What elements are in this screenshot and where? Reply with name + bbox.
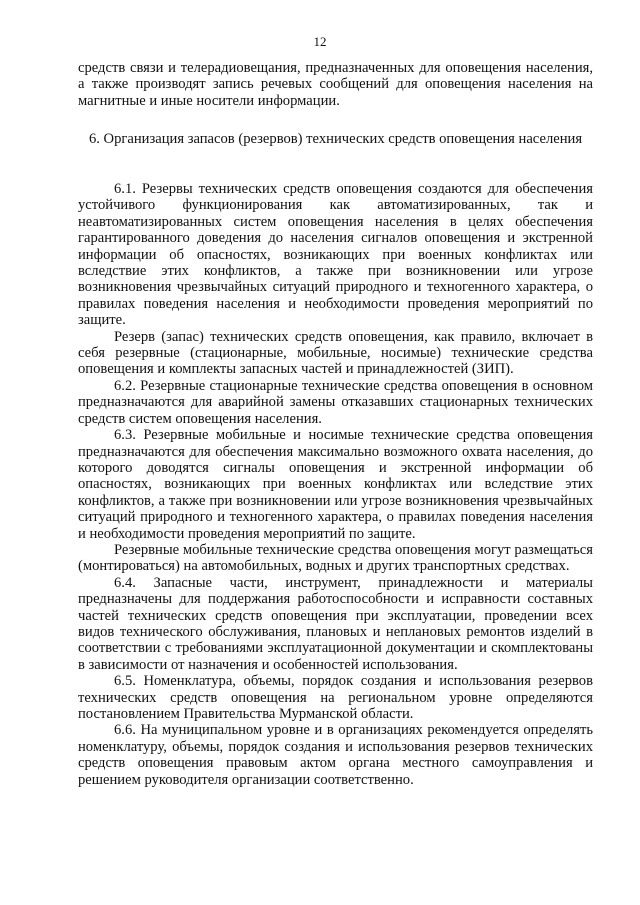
- section-body: [78, 181, 593, 788]
- paragraph-6-5: 6.5. Номенклатура, объемы, порядок создания и использования резервов технических средств оповещения на региональном уровне определяются постановлением Правительства Мурманской области.: [78, 673, 593, 722]
- paragraph-reserve-composition: Резерв (запас) технических средств оповещения, как правило, включает в себя резервные (стационарные, мобильные, носимые) технические средства оповещения и комплекты запасных частей и принадлежностей (ЗИП).: [78, 328, 593, 378]
- paragraph-mobile-placement: Резервные мобильные технические средства оповещения могут размещаться (монтироваться) на автомобильных, водных и других транспортных средствах.: [78, 541, 593, 575]
- paragraph-6-2: 6.2. Резервные стационарные технические средства оповещения в основном предназначаются для аварийной замены отказавших стационарных технических средств систем оповещения населения.: [78, 377, 593, 427]
- page-number: 12: [313, 34, 327, 49]
- paragraph-6-6: 6.6. На муниципальном уровне и в организациях рекомендуется определять номенклатуру, объемы, порядок создания и использования резервов технических средств оповещения правовым актом органа местного самоуправления и решением руководителя организации соответственно.: [78, 722, 593, 788]
- intro-block: [78, 60, 593, 109]
- paragraph-6-3: 6.3. Резервные мобильные и носимые технические средства оповещения предназначаются для обеспечения максимально возможного охвата населения, до которого доводятся сигналы оповещения и экстренной информации об опасностях, возникающих при военных конфликтах или вследствие этих конфликтов, а также при возникновении или угрозе возникновения чрезвычайных ситуаций природного и техногенного характера, о правилах поведения населения и необходимости проведения мероприятий по защите.: [78, 427, 593, 542]
- section-title: 6. Организация запасов (резервов) технических средств оповещения населения: [88, 131, 583, 147]
- paragraph-6-4: 6.4. Запасные части, инструмент, принадлежности и материалы предназначены для поддержания работоспособности и исправности составных частей технических средств оповещения при эксплуатации, проведении всех видов технического обслуживания, плановых и неплановых ремонтов изделий в соответствии с требованиями эксплуатационной документации и скомплектованы в зависимости от назначения и особенностей использования.: [78, 574, 593, 673]
- intro-paragraph: средств связи и телерадиовещания, предназначенных для оповещения населения, а также производят запись речевых сообщений для оповещения населения на магнитные и иные носители информации.: [78, 60, 593, 109]
- paragraph-6-1: 6.1. Резервы технических средств оповещения создаются для обеспечения устойчивого функционирования как автоматизированных, так и неавтоматизированных систем оповещения населения в целях обеспечения гарантированного доведения до населения сигналов оповещения и экстренной информации об опасностях, возникающих при военных конфликтах или вследствие этих конфликтов, а также при возникновении или угрозе возникновения чрезвычайных ситуаций природного и техногенного характера, о правилах поведения населения и необходимости проведения мероприятий по защите.: [78, 181, 593, 329]
